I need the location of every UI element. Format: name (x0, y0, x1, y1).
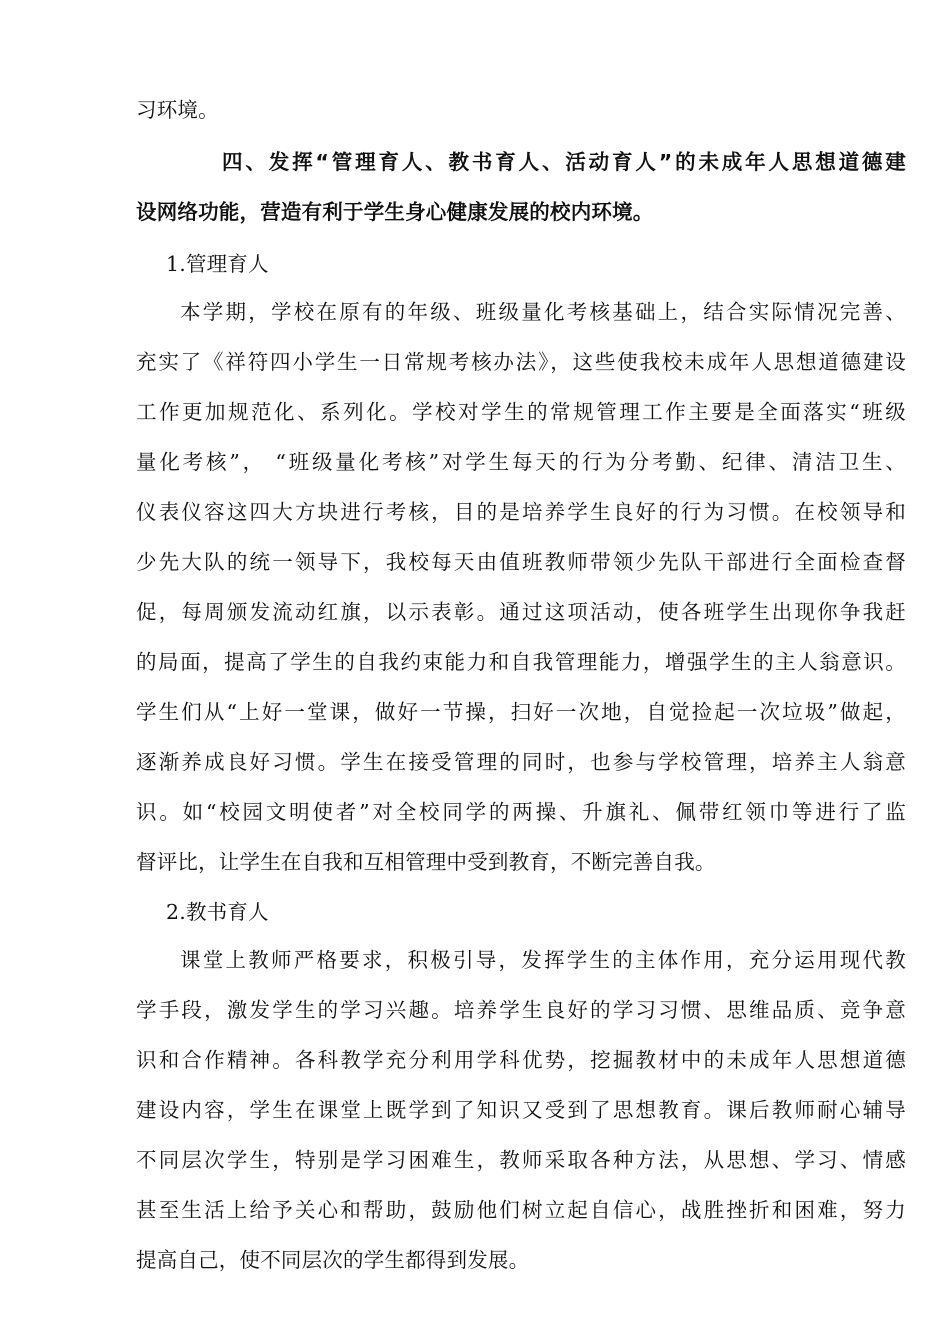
item2-paragraph-line: 建设内容，学生在课堂上既学到了知识又受到了思想教育。课后教师耐心辅导 (136, 1098, 906, 1122)
item1-paragraph-line: 识。如“校园文明使者”对全校同学的两操、升旗礼、佩带红领巾等进行了监 (136, 800, 906, 824)
section4-heading-line1: 四、发挥“管理育人、教书育人、活动育人”的未成年人思想道德建 (222, 150, 906, 174)
item1-paragraph-line: 充实了《祥符四小学生一日常规考核办法》，这些使我校未成年人思想道德建设 (136, 350, 906, 374)
item1-paragraph-line: 量化考核”， “班级量化考核”对学生每天的行为分考勤、纪律、清洁卫生、 (136, 450, 906, 474)
item2-paragraph-line: 不同层次学生，特别是学习困难生，教师采取各种方法，从思想、学习、情感 (136, 1148, 906, 1172)
item1-paragraph-line: 仪表仪容这四大方块进行考核，目的是培养学生良好的行为习惯。在校领导和 (136, 500, 906, 524)
item2-paragraph-line: 提高自己，使不同层次的学生都得到发展。 (136, 1248, 530, 1272)
item2-paragraph-line: 课堂上教师严格要求，积极引导，发挥学生的主体作用，充分运用现代教 (180, 948, 906, 972)
item2-paragraph-line: 学手段，激发学生的学习兴趣。培养学生良好的学习习惯、思维品质、竞争意 (136, 998, 906, 1022)
item1-paragraph-line: 本学期，学校在原有的年级、班级量化考核基础上，结合实际情况完善、 (180, 300, 906, 324)
item1-paragraph-line: 逐渐养成良好习惯。学生在接受管理的同时，也参与学校管理，培养主人翁意 (136, 750, 906, 774)
item2-paragraph-line: 识和合作精神。各科教学充分利用学科优势，挖掘教材中的未成年人思想道德 (136, 1048, 906, 1072)
item1-paragraph-line: 促，每周颁发流动红旗，以示表彰。通过这项活动，使各班学生出现你争我赶 (136, 600, 906, 624)
intro-tail-line: 习环境。 (136, 98, 219, 122)
item1-title: 1.管理育人 (166, 252, 269, 276)
item1-paragraph-line: 学生们从“上好一堂课，做好一节操，扫好一次地，自觉捡起一次垃圾”做起， (136, 700, 906, 724)
item1-paragraph-line: 督评比，让学生在自我和互相管理中受到教育，不断完善自我。 (136, 850, 716, 874)
item1-paragraph-line: 少先大队的统一领导下，我校每天由值班教师带领少先队干部进行全面检查督 (136, 550, 906, 574)
item2-paragraph-line: 甚至生活上给予关心和帮助，鼓励他们树立起自信心，战胜挫折和困难，努力 (136, 1198, 906, 1222)
item1-paragraph-line: 工作更加规范化、系列化。学校对学生的常规管理工作主要是全面落实“班级 (136, 400, 906, 424)
item2-title: 2.教书育人 (166, 900, 269, 924)
item1-paragraph-line: 的局面，提高了学生的自我约束能力和自我管理能力，增强学生的主人翁意识。 (136, 650, 906, 674)
section4-heading-line2: 设网络功能，营造有利于学生身心健康发展的校内环境。 (136, 200, 654, 224)
